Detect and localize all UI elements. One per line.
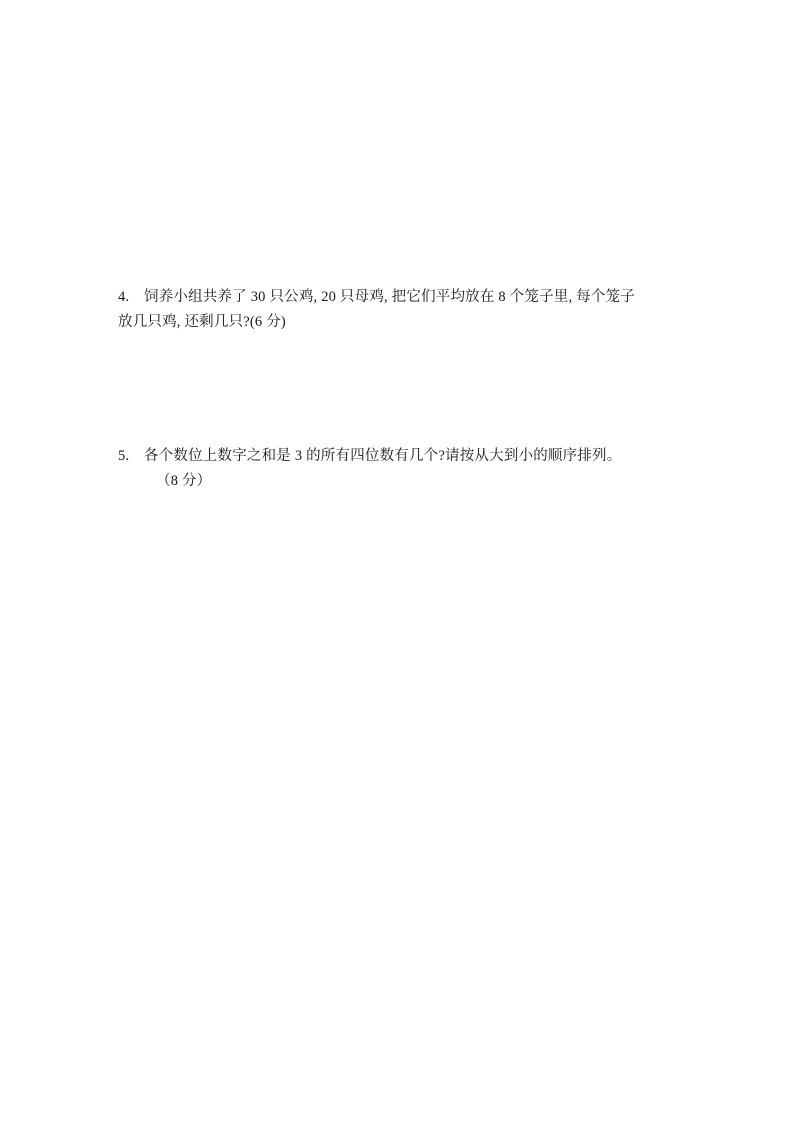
question-4-number: 4. xyxy=(118,289,130,305)
question-4-line-2: 放几只鸡, 还剩几只?(6 分) xyxy=(118,314,286,331)
question-5-line-1: 各个数位上数字之和是 3 的所有四位数有几个?请按从大到小的顺序排列。 xyxy=(144,448,622,464)
question-5-body xyxy=(144,444,684,495)
question-5-row xyxy=(118,444,684,495)
question-4-body xyxy=(118,285,680,336)
question-4-row xyxy=(118,285,680,336)
question-item-4 xyxy=(118,285,680,336)
question-5-line-2: （8 分） xyxy=(156,473,212,490)
question-item-5 xyxy=(118,444,684,495)
question-5-number: 5. xyxy=(118,448,130,464)
question-4-line-1: 饲养小组共养了 30 只公鸡, 20 只母鸡, 把它们平均放在 8 个笼子里, 每个笼子 xyxy=(144,289,635,305)
